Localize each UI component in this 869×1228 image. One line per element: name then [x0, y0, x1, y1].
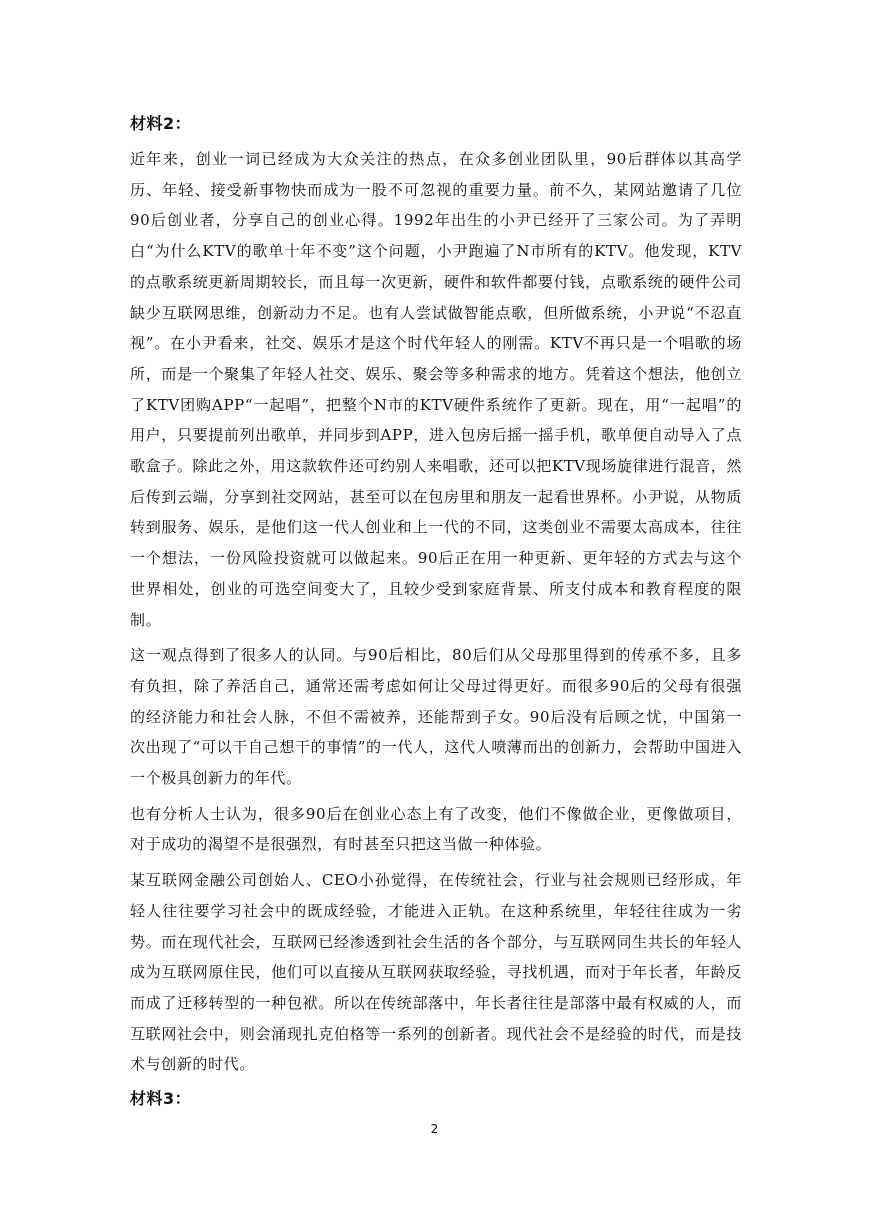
paragraph-1: 近年来，创业一词已经成为大众关注的热点，在众多创业团队里，90后群体以其高学历、年轻、接受新事物快而成为一股不可忽视的重要力量。前不久，某网站邀请了几位90后创业者，分享自己的创业心得。1992年出生的小尹已经开了三家公司。为了弄明白“为什么KTV的歌单十年不变”这个问题，小尹跑遍了N市所有的KTV。他发现，KTV的点歌系统更新周期较长，而且每一次更新，硬件和软件都要付钱，点歌系统的硬件公司缺少互联网思维，创新动力不足。也有人尝试做智能点歌，但所做系统，小尹说“不忍直视”。在小尹看来，社交、娱乐才是这个时代年轻人的刚需。KTV不再只是一个唱歌的场所，而是一个聚集了年轻人社交、娱乐、聚会等多种需求的地方。凭着这个想法，他创立了KTV团购APP“一起唱”，把整个N市的KTV硬件系统作了更新。现在，用“一起唱”的用户，只要提前列出歌单，并同步到APP，进入包房后摇一摇手机，歌单便自动导入了点歌盒子。除此之外，用这款软件还可约别人来唱歌，还可以把KTV现场旋律进行混音，然后传到云端，分享到社交网站，甚至可以在包房里和朋友一起看世界杯。小尹说，从物质转到服务、娱乐，是他们这一代人创业和上一代的不同，这类创业不需要太高成本，往往一个想法，一份风险投资就可以做起来。90后正在用一种更新、更年轻的方式去与这个世界相处，创业的可选空间变大了，且较少受到家庭背景、所支付成本和教育程度的限制。	[130, 150, 742, 629]
section-heading-material-2: 材料2：	[130, 114, 192, 133]
paragraph-2: 这一观点得到了很多人的认同。与90后相比，80后们从父母那里得到的传承不多，且多有负担，除了养活自己，通常还需考虑如何让父母过得更好。而很多90后的父母有很强的经济能力和社会人脉，不但不需被养，还能帮到子女。90后没有后顾之忧，中国第一次出现了“可以干自己想干的事情”的一代人，这代人喷薄而出的创新力，会帮助中国进入一个极具创新力的年代。	[130, 646, 742, 788]
paragraph-3: 也有分析人士认为，很多90后在创业心态上有了改变，他们不像做企业，更像做项目，对于成功的渴望不是很强烈，有时甚至只把这当做一种体验。	[130, 804, 742, 854]
paragraph-4: 某互联网金融公司创始人、CEO小孙觉得，在传统社会，行业与社会规则已经形成，年轻人往往要学习社会中的既成经验，才能进入正轨。在这种系统里，年轻往往成为一劣势。而在现代社会，互联网已经渗透到社会生活的各个部分，与互联网同生共长的年轻人成为互联网原住民，他们可以直接从互联网获取经验，寻找机遇，而对于年长者，年龄反而成了迁移转型的一种包袱。所以在传统部落中，年长者往往是部落中最有权威的人，而互联网社会中，则会涌现扎克伯格等一系列的创新者。现代社会不是经验的时代，而是技术与创新的时代。	[130, 871, 742, 1074]
page-number: 2	[430, 1122, 439, 1136]
page-content	[130, 110, 742, 1119]
section-heading-material-3: 材料3：	[130, 1089, 192, 1109]
